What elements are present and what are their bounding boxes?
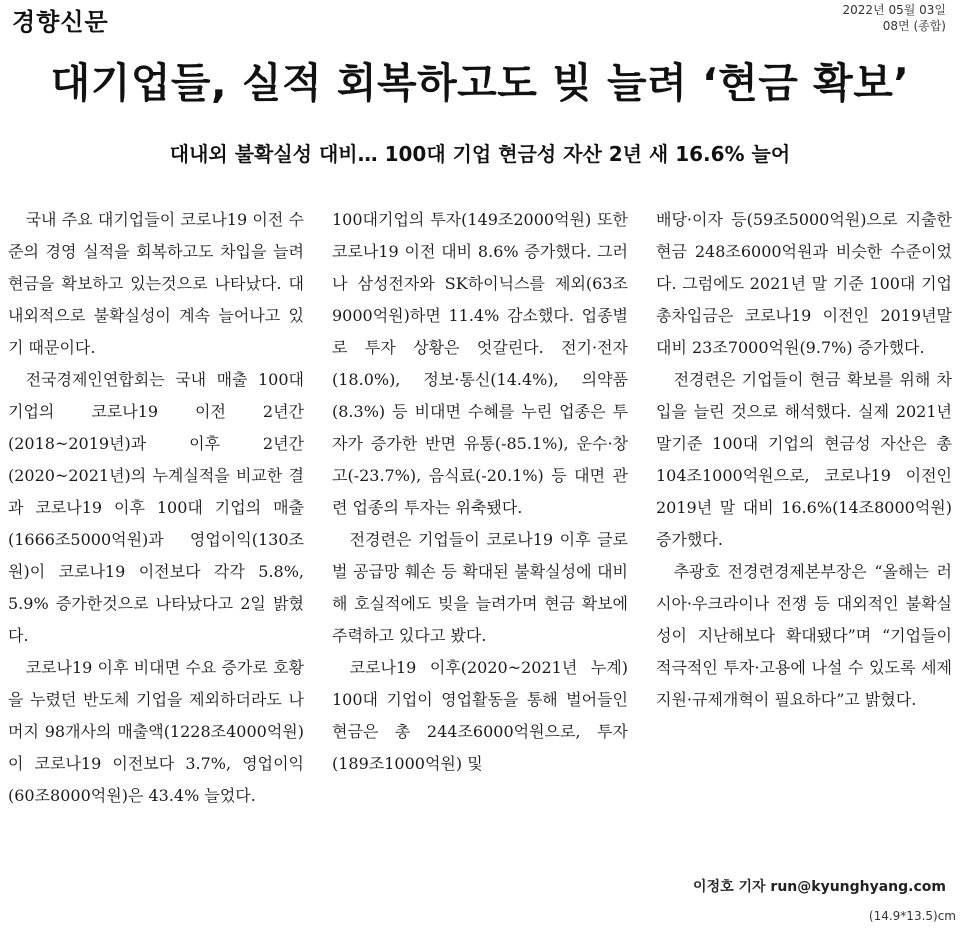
publish-date: 2022년 05월 03일	[842, 3, 946, 17]
paragraph: 국내 주요 대기업들이 코로나19 이전 수준의 경영 실적을 회복하고도 차입을 늘려 현금을 확보하고 있는것으로 나타났다. 대내외적으로 불확실성이 계속 늘어나고 있기 때문이다.	[8, 210, 304, 357]
dateline	[843, 2, 946, 34]
clipping-size-note: (14.9*13.5)cm	[868, 909, 956, 923]
paragraph: 배당·이자 등(59조5000억원)으로 지출한 현금 248조6000억원과 비슷한 수준이었다. 그럼에도 2021년 말 기준 100대 기업 총차입금은 코로나19 이전인 2019년말 대비 23조7000억원(9.7%) 증가했다.	[656, 210, 952, 357]
column-1	[8, 204, 304, 812]
paragraph: 100대기업의 투자(149조2000억원) 또한 코로나19 이전 대비 8.6% 증가했다. 그러나 삼성전자와 SK하이닉스를 제외(63조9000억원)하면 11.4% 감소했다. 업종별로 투자 상황은 엇갈린다. 전기·전자(18.0%), 정보·통신(14.4%), 의약품(8.3%) 등 비대면 수혜를 누린 업종은 투자가 증가한 반면 유통(-85.1%), 운수·창고(-23.7%), 음식료(-20.1%) 등 대면 관련 업종의 투자는 위축됐다.	[332, 210, 628, 517]
paragraph: 전경련은 기업들이 코로나19 이후 글로벌 공급망 훼손 등 확대된 불확실성에 대비해 호실적에도 빚을 늘려가며 현금 확보에 주력하고 있다고 봤다.	[332, 530, 628, 645]
paragraph: 코로나19 이후(2020~2021년 누계) 100대 기업이 영업활동을 통해 벌어들인 현금은 총 244조6000억원으로, 투자(189조1000억원) 및	[332, 658, 628, 773]
paragraph: 전국경제인연합회는 국내 매출 100대 기업의 코로나19 이전 2년간(2018~2019년)과 이후 2년간(2020~2021년)의 누계실적을 비교한 결과 코로나19 이후 100대 기업의 매출(1666조5000억원)과 영업이익(130조원)이 코로나19 이전보다 각각 5.8%, 5.9% 증가한것으로 나타났다고 2일 밝혔다.	[8, 370, 304, 645]
byline: 이정호 기자 run@kyunghyang.com	[693, 879, 946, 895]
paragraph: 추광호 전경련경제본부장은 “올해는 러시아·우크라이나 전쟁 등 대외적인 불확실성이 지난해보다 확대됐다”며 “기업들이 적극적인 투자·고용에 나설 수 있도록 세제 지원·규제개혁이 필요하다”고 밝혔다.	[656, 562, 952, 709]
page-section: 08면 (종합)	[882, 19, 946, 33]
article-body	[8, 204, 952, 812]
paragraph: 전경련은 기업들이 현금 확보를 위해 차입을 늘린 것으로 해석했다. 실제 2021년 말기준 100대 기업의 현금성 자산은 총 104조1000억원으로, 코로나19 이전인 2019년 말 대비 16.6%(14조8000억원) 증가했다.	[656, 370, 952, 549]
paragraph: 코로나19 이후 비대면 수요 증가로 호황을 누렸던 반도체 기업을 제외하더라도 나머지 98개사의 매출액(1228조4000억원)이 코로나19 이전보다 3.7%, 영업이익(60조8000억원)은 43.4% 늘었다.	[8, 658, 304, 805]
masthead-logo: 경향신문	[12, 8, 109, 36]
column-3	[656, 204, 952, 812]
subheadline: 대내외 불확실성 대비… 100대 기업 현금성 자산 2년 새 16.6% 늘어	[169, 142, 791, 166]
headline: 대기업들, 실적 회복하고도 빚 늘려 ‘현금 확보’	[50, 59, 910, 107]
column-2	[332, 204, 628, 812]
